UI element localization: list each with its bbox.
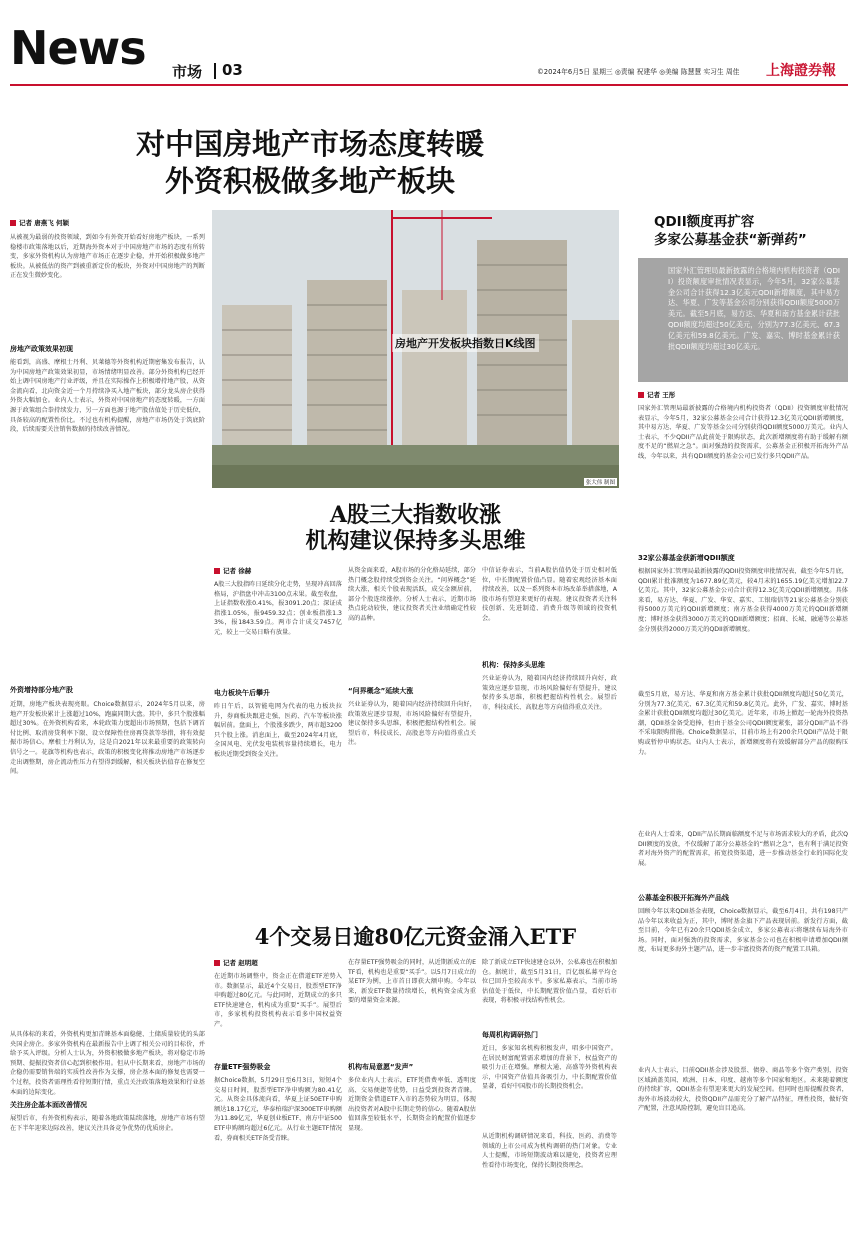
lead-sub-3: 关注房企基本面改善情况 (10, 1101, 87, 1109)
qdii-para-3: 截至5月底，易方达、华夏和南方基金累计获批QDII额度均超过50亿美元，分别为77.3亿美元、67.3亿美元和59.8亿美元。此外，广发、嘉实、博时基金累计获批QDII额度均超过30亿美元。近年来，市场上掀起一轮海外投资热潮，QDII基金备受追捧，但由于基金公司QDII额度紧张，部分QDII产品不得不采取限购措施。Choice数据显示，目前市场上有200余只QDII产品处于限购或暂停申购状态。业内人士表示，新增额度将有效缓解部分产品的限购压力。 (638, 691, 848, 756)
etf-para-3: 在存量ETF强势吸金的同时，从近期新成立的ETF看，机构也是重要“买手”。以5月7日成立的某ETF为例，上市首日即获大额申购。今年以来，新发ETF数量持续增长，机构资金成为重要的增量资金来源。 (348, 959, 476, 1005)
construction-photo (212, 210, 619, 488)
paper-name: 上海證券報 (766, 63, 836, 79)
qdii-byline (638, 390, 675, 399)
ashare-para-4: 兴业证券认为，随着国内经济持续回升向好，政策效应逐步显现，市场风险偏好有望提升，建议保持多头思维，积极把握结构性机会。展望后市，科技成长、高股息等方向值得重点关注。 (348, 701, 476, 747)
qdii-para-6: 业内人士表示，目前QDII基金涉及股票、债券、商品等多个资产类别，投资区域涵盖美国、欧洲、日本、印度、越南等多个国家和地区。未来随着额度的持续扩容，QDII基金有望迎来更大的发展空间。但同时也需提醒投资者，海外市场波动较大，投资QDII产品需充分了解产品特征，理性投资，做好资产配置，注意风险控制，避免盲目追高。 (638, 1067, 848, 1113)
etf-para-7: 从近期机构调研情况来看，科技、医药、消费等领域的上市公司成为机构调研的热门对象。专业人士提醒，市场短期波动难以避免，投资者应理性看待市场变化，保持长期投资理念。 (482, 1133, 617, 1169)
photo-caption: 房地产开发板块指数日K线图 (392, 334, 539, 352)
ashare-para-5: 中信证券表示，当前A股估值仍处于历史相对低位，中长期配置价值凸显。随着宏观经济基本面持续改善，以及一系列资本市场改革举措落地，A股市场有望迎来更好的表现。建议投资者关注科技创新、先进制造、消费升级等领域的投资机会。 (482, 567, 617, 622)
etf-sub-2: 机构布局意愿“发声” (348, 1063, 414, 1071)
qdii-para-2: 根据国家外汇管理局最新披露的QDII投资额度审批情况表，截至今年5月底，QDII累计批准额度为1677.89亿美元，较4月末的1655.19亿美元增加22.7亿美元。其中，32家公募基金公司合计获得12.3亿美元QDII新增额度。具体来看，易方达、华夏、广发、华安、嘉实、工银瑞信等21家公募基金分别获得5000万美元的QDII新增额度；南方基金获得4000万美元的QDII新增额度；博时基金获得3000万美元的QDII新增额度；招商、长城、融通等公募基金分别获得2000万美元的QDII新增额度。 (638, 568, 848, 633)
date-line: ©2024年6月5日 星期三 ◎责编 祝建华 ◎美编 陈慧慧 实习生 周佳 (537, 68, 740, 76)
masthead-rule (10, 84, 848, 86)
etf-para-6: 近日，多家知名机构积极发声，唱多中国资产。在居民财富配置需求增加的背景下，权益资产的吸引力正在增强。摩根大通、高盛等外资机构表示，中国资产估值具备吸引力，中长期配置价值显著，看好中国股市的长期投资机会。 (482, 1045, 617, 1091)
lead-headline-2: 外资积极做多地产板块 (164, 164, 455, 198)
byline-marker (214, 568, 220, 574)
lead-sub-2: 外资增持部分地产股 (10, 686, 73, 694)
qdii-para-1: 国家外汇管理局最新披露的合格境内机构投资者（QDII）投资额度审批情况表显示，今年5月，32家公募基金公司合计获得12.3亿美元QDII新增额度，其中易方达、华夏、广发等基金公司分别获得QDII额度5000万美元。业内人士表示，不少QDII产品此前处于限购状态，此次新增额度将有助于缓解有额度不足的“燃眉之急”。面对强劲的投资需求，公募基金正积极开拓海外产品线，今年以来，共有QDII额度的基金公司已发行多只QDII产品。 (638, 405, 848, 460)
qdii-summary-box (638, 258, 848, 382)
qdii-sub-2: 公募基金积极开拓海外产品线 (638, 894, 729, 902)
photo-credit: 张大伟 制图 (585, 480, 615, 486)
etf-para-5: 除了新成立ETF快速建仓以外，公私募也在积极加仓。据统计，截至5月31日，百亿级私募平均仓位已回升至较高水平。多家私募表示，当前市场估值处于低位，中长期配置价值凸显，看好后市表现，将积极寻找结构性机会。 (482, 959, 617, 1005)
ashare-byline (214, 566, 251, 575)
ashare-byline-text: 记者 徐赫 (223, 567, 252, 575)
etf-para-2: 据Choice数据，5月29日至6月3日，短短4个交易日时间，股票型ETF净申购额为80.41亿元。从资金具体流向看，华夏上证50ETF申购额达18.17亿元，华泰柏瑞沪深300ETF申购额为11.89亿元，华夏创业板ETF、南方中证500ETF申购额均超过6亿元。从行业主题ETF情况看，券商相关ETF备受青睐。 (214, 1077, 342, 1142)
lead-para-5: 展望后市，有外资机构表示，随着各地政策陆续落地，房地产市场有望在下半年迎来边际改善，建议关注具备竞争优势的优质房企。 (10, 1115, 205, 1132)
page-number: 03 (222, 61, 243, 79)
ashare-sub-3: 机构：保持多头思维 (482, 661, 545, 669)
etf-headline: 4个交易日逾80亿元资金涌入ETF (254, 924, 577, 949)
byline-marker (638, 392, 644, 398)
ashare-para-5b: 兴业证券认为，随着国内经济持续回升向好，政策效应逐步显现，市场风险偏好有望提升，建议保持多头思维，积极把握结构性机会。展望后市，科技成长、高股息等方向值得重点关注。 (482, 675, 617, 711)
news-logo: News (10, 21, 146, 75)
qdii-sub-1: 32家公募基金获新增QDII额度 (638, 554, 735, 562)
qdii-headline-1: QDII额度再扩容 (654, 214, 755, 230)
qdii-byline-text: 记者 王彤 (647, 391, 676, 399)
ashare-para-1: A股三大股指昨日延续分化走势，呈现冲高回落格局，沪指盘中冲击3100点未果。截至收盘，上证指数收涨0.41%，报3091.20点；深证成指涨1.05%，报9459.32点；创业板指涨1.33%，报1843.59点。两市合计成交7457亿元，较上一交易日略有放量。 (214, 581, 342, 636)
ashare-sub-1: 电力板块午后攀升 (214, 689, 270, 697)
lead-headline-1: 对中国房地产市场态度转暖 (135, 127, 484, 161)
ashare-headline-2: 机构建议保持多头思维 (305, 528, 526, 554)
lead-para-1: 从被视为最弱的投资领域，到如今有外资开始看好房地产板块，一系列稳楼市政策落地以后，近期海外资本对于中国房地产市场的态度有所转变，多家外资机构认为房地产市场正在逐步企稳，并开始积极做多地产板块。从被低估的资产到被重新定价的板块，外资对中国房地产的判断正在发生微妙变化。 (10, 234, 205, 280)
lead-byline (10, 218, 69, 227)
etf-byline (214, 958, 258, 967)
section-name: 市场 (172, 63, 203, 81)
section-divider (214, 63, 216, 79)
qdii-para-5: 回顾今年以来QDII基金表现，Choice数据显示，截至6月4日，共有198只产品今年以来收益为正，其中，博时基金旗下产品表现居前。新发行方面，截至目前，今年已有20余只QDII基金成立，多家公募表示将继续布局海外市场。同时，面对强劲的投资需求，多家基金公司也在积极申请增加QDII额度，布局更多海外主题产品，进一步丰富投资者的资产配置工具箱。 (638, 908, 848, 954)
masthead (0, 0, 858, 100)
lead-para-2: 能看到，高盛、摩根士丹利、贝莱德等外资机构近期密集发布报告，认为中国房地产政策效果初显，市场情绪明显改善。部分外资机构已经开始上调中国房地产行业评级，并且在实际操作上积极增持地产股，从资金流向看，北向资金近一个月持续净买入地产板块，部分龙头房企获得外资大幅加仓。业内人士表示，外资对中国房地产的态度转暖，一方面源于政策组合拳持续发力，另一方面也源于地产股估值处于历史低位，具备较高的配置性价比。不过也有机构提醒，房地产市场仍处于筑底阶段，后续需要关注销售数据的持续改善情况。 (10, 359, 205, 434)
etf-sub-1: 存量ETF强势吸金 (214, 1063, 271, 1071)
byline-marker (214, 960, 220, 966)
lead-para-3: 近期，房地产板块表现亮眼。Choice数据显示，2024年5月以来，房地产开发板块累计上涨超过10%，跑赢同期大盘。其中，多只个股涨幅超过30%。在外资机构看来，本轮政策力度超出市场预期，包括下调首付比例、取消房贷利率下限、设立保障性住房再贷款等举措，将有效提振市场信心。摩根士丹利认为，这是自2021年以来最重要的政策转向信号之一。花旗等机构也表示，政策的积极变化将推动房地产市场逐步走出调整期，房企流动性压力有望得到缓解，相关板块估值存在修复空间。 (10, 701, 205, 776)
ashare-para-2: 昨日午后，以智能电网为代表的电力板块拉升，券商板块跟进走强，医药、汽车等板块涨幅居前。盘面上，个股涨多跌少，两市超3200只个股上涨。消息面上，截至2024年4月底，全国风电、光伏发电装机容量持续增长，电力板块近期受到资金关注。 (214, 703, 342, 758)
lead-sub-1: 房地产政策效果初现 (10, 345, 73, 353)
ashare-headline-1: A股三大指数收涨 (329, 502, 502, 528)
qdii-summary: 国家外汇管理局最新披露的合格境内机构投资者（QDII）投资额度审批情况表显示，今年5月，32家公募基金公司合计获得12.3亿美元QDII新增额度，其中易方达、华夏、广发等基金公司分别获得QDII额度5000万美元。截至5月底，易方达、华夏和南方基金累计获批QDII额度均超过50亿美元，分别为77.3亿美元、67.3亿美元和59.8亿美元。广发、嘉实、博时基金累计获批QDII额度均超过30亿美元。 (668, 266, 840, 351)
etf-sub-3: 每周机构调研热门 (482, 1031, 538, 1039)
qdii-para-4: 在业内人士看来，QDII产品长期面临额度不足与市场需求较大的矛盾，此次QDII额度的发放，不仅缓解了部分公募基金的“燃眉之急”，也有利于满足投资者对海外资产的配置需求，拓宽投资渠道，进一步推动基金行业的国际化发展。 (638, 831, 848, 867)
ashare-para-3a: 从资金面来看，A股市场的分化格局延续，部分热门概念股持续受到资金关注。“问界概念”延续大涨，相关个股表现活跃，成交金额居前，部分个股连续涨停。分析人士表示，近期市场热点轮动较快，建议投资者关注业绩确定性较高的品种。 (348, 567, 476, 622)
etf-para-1: 在近期市场调整中，资金正在借道ETF逆势入市。数据显示，最近4个交易日，股票型ETF净申购超过80亿元。与此同时，近期成立的多只ETF快速建仓，机构成为重要“买手”。展望后市，多家机构投资机构表示看多中国权益资产。 (214, 973, 342, 1028)
lead-para-4: 从具体标的来看，外资机构更加青睐基本面稳健、土储质量较优的头部央国企房企。多家外资机构在最新报告中上调了相关公司的目标价，并给予买入评级。分析人士认为，外资积极做多地产板块，将对稳定市场预期、提振投资者信心起到积极作用。但从中长期来看，房地产市场的企稳仍需要销售端的实质性改善作为支撑，房企基本面的修复也需要一个过程，投资者需理性看待短期行情，重点关注政策落地效果和行业基本面的边际变化。 (10, 1031, 205, 1096)
lead-byline-text: 记者 唐燕飞 何颖 (19, 219, 70, 227)
qdii-headline-2: 多家公募基金获“新弹药” (654, 232, 807, 248)
byline-marker (10, 220, 16, 226)
etf-para-4: 多位业内人士表示，ETF凭借费率低、透明度高、交易便捷等优势，日益受到投资者青睐。近期资金借道ETF入市的态势较为明显，体现出投资者对A股中长期走势的信心。随着A股估值回落至较低水平，长期资金的配置价值逐步显现。 (348, 1077, 476, 1132)
ashare-sub-2: “问界概念”延续大涨 (348, 687, 414, 695)
etf-byline-text: 记者 赵明超 (223, 959, 258, 967)
